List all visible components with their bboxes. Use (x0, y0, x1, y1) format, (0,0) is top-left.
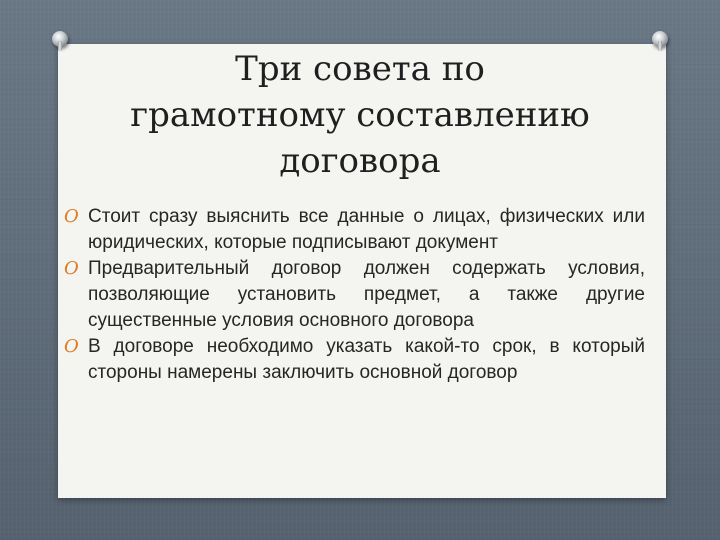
pushpin-icon (652, 31, 668, 47)
bullet-icon: O (64, 206, 79, 227)
list-item-text: Стоит сразу выяснить все данные о лицах, физических или юридических, которые подписывают документ (88, 206, 645, 253)
pushpin-icon (52, 31, 68, 47)
bullet-icon: O (64, 258, 79, 279)
list-item (64, 334, 645, 386)
tips-list (64, 204, 645, 386)
list-item (64, 204, 645, 256)
title-line: договора (279, 141, 441, 181)
title-line: Три совета по (235, 49, 485, 89)
title-line: грамотному составлению (130, 95, 590, 135)
slide-title (0, 46, 720, 184)
list-item (64, 256, 645, 334)
bullet-icon: O (64, 336, 79, 357)
list-item-text: Предварительный договор должен содержать условия, позволяющие установить предмет, а также другие существенные условия основного договора (88, 258, 645, 331)
list-item-text: В договоре необходимо указать какой-то срок, в который стороны намерены заключить основной договор (88, 336, 645, 383)
